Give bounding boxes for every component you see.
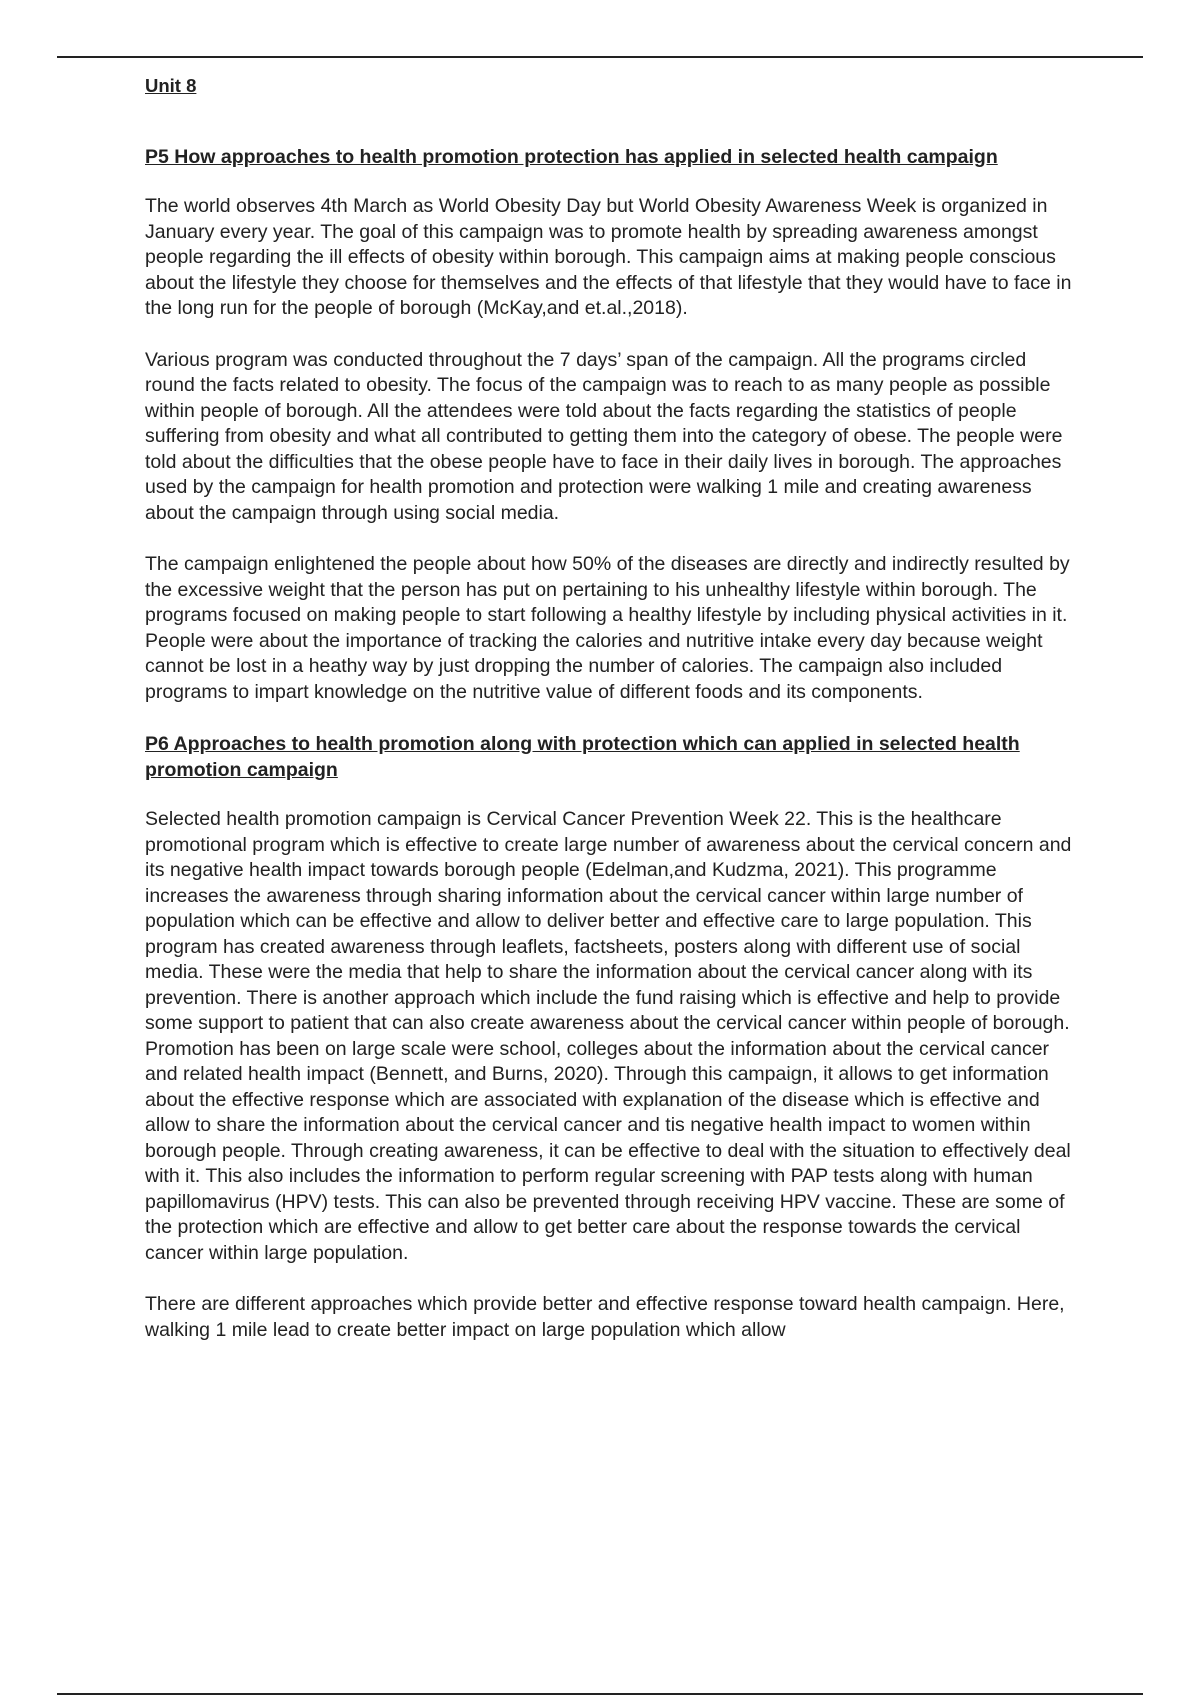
section-heading-p6: P6 Approaches to health promotion along with protection which can applied in selected health promotion campaign [145,733,1020,781]
paragraph-p6-1: Selected health promotion campaign is Cervical Cancer Prevention Week 22. This is the healthcare promotional program which is effective to create large number of awareness about the cervical concern and its negative health impact towards borough people (Edelman,and Kudzma, 2021). This programme increases the awareness through sharing information about the cervical cancer within large number of population which can be effective and allow to deliver better and effective care to large population. This program has created awareness through leaflets, factsheets, posters along with different use of social media. These were the media that help to share the information about the cervical cancer along with its prevention. There is another approach which include the fund raising which is effective and help to provide some support to patient that can also create awareness about the cervical cancer within people of borough. Promotion has been on large scale were school, colleges about the information about the cervical cancer and related health impact (Bennett, and Burns, 2020). Through this campaign, it allows to get information about the effective response which are associated with explanation of the disease which is effective and allow to share the information about the cervical cancer and tis negative health impact to women within borough people. Through creating awareness, it can be effective to deal with the situation to effectively deal with it. This also includes the information to perform regular screening with PAP tests along with human papillomavirus (HPV) tests. This can also be prevented through receiving HPV vaccine. These are some of the protection which are effective and allow to get better care about the response towards the cervical cancer within large population. [145,808,1072,1264]
unit-label: Unit 8 [145,75,197,96]
bottom-rule [57,1693,1143,1695]
document-body [145,74,1075,1369]
paragraph-p6-2: There are different approaches which provide better and effective response toward health campaign. Here, walking 1 mile lead to create better impact on large population which allow [145,1293,1065,1341]
paragraph-p5-3: The campaign enlightened the people about how 50% of the diseases are directly and indirectly resulted by the excessive weight that the person has put on pertaining to his unhealthy lifestyle within borough. The programs focused on making people to start following a healthy lifestyle by including physical activities in it. People were about the importance of tracking the calories and nutritive intake every day because weight cannot be lost in a heathy way by just dropping the number of calories. The campaign also included programs to impart knowledge on the nutritive value of different foods and its components. [145,553,1070,703]
paragraph-p5-1: The world observes 4th March as World Obesity Day but World Obesity Awareness Week is organized in January every year. The goal of this campaign was to promote health by spreading awareness amongst people regarding the ill effects of obesity within borough. This campaign aims at making people conscious about the lifestyle they choose for themselves and the effects of that lifestyle that they would have to face in the long run for the people of borough (McKay,and et.al.,2018). [145,195,1072,319]
top-rule [57,56,1143,58]
section-heading-p5: P5 How approaches to health promotion protection has applied in selected health campaign [145,146,998,168]
paragraph-p5-2: Various program was conducted throughout the 7 days’ span of the campaign. All the programs circled round the facts related to obesity. The focus of the campaign was to reach to as many people as possible within people of borough. All the attendees were told about the facts regarding the statistics of people suffering from obesity and what all contributed to getting them into the category of obese. The people were told about the difficulties that the obese people have to face in their daily lives in borough. The approaches used by the campaign for health promotion and protection were walking 1 mile and creating awareness about the campaign through using social media. [145,348,1063,524]
